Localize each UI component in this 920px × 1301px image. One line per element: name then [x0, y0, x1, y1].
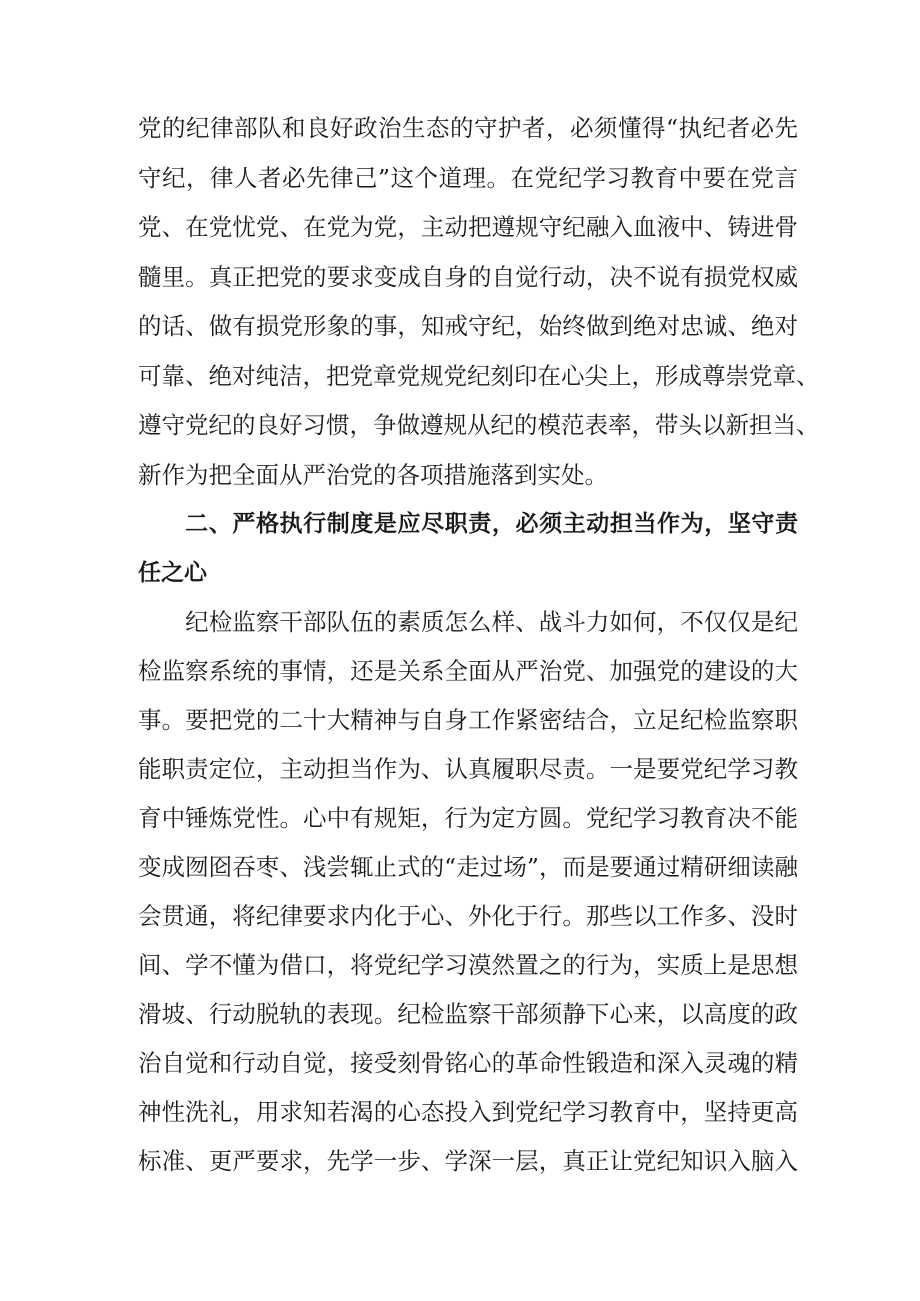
paragraph-2-line: 神性洗礼，用求知若渴的心态投入到党纪学习教育中，坚持更高: [138, 1098, 798, 1126]
section-heading: 任之心: [138, 560, 207, 586]
paragraph-2-line: 检监察系统的事情，还是关系全面从严治党、加强党的建设的大: [138, 657, 798, 685]
section-heading: 二、严格执行制度是应尽职责，必须主动担当作为，坚守责: [138, 511, 798, 537]
paragraph-2-line: 滑坡、行动脱轨的表现。纪检监察干部须静下心来，以高度的政: [138, 1000, 798, 1028]
paragraph-1-line: 可靠、绝对纯洁，把党章党规党纪刻印在心尖上，形成尊崇党章、: [138, 362, 820, 390]
paragraph-2-line: 变成囫囵吞枣、浅尝辄止式的“走过场”，而是要通过精研细读融: [138, 853, 798, 881]
paragraph-2-line: 育中锤炼党性。心中有规矩，行为定方圆。党纪学习教育决不能: [138, 804, 798, 832]
paragraph-2-line: 间、学不懂为借口，将党纪学习漠然置之的行为，实质上是思想: [138, 951, 798, 979]
paragraph-1-line: 党的纪律部队和良好政治生态的守护者，必须懂得“执纪者必先: [138, 114, 798, 142]
paragraph-2-line: 会贯通，将纪律要求内化于心、外化于行。那些以工作多、没时: [138, 902, 798, 930]
paragraph-1-line: 新作为把全面从严治党的各项措施落到实处。: [138, 461, 608, 489]
paragraph-1-line: 党、在党忧党、在党为党，主动把遵规守纪融入血液中、铸进骨: [138, 213, 798, 241]
paragraph-2-line: 能职责定位，主动担当作为、认真履职尽责。一是要党纪学习教: [138, 755, 798, 783]
paragraph-2-line: 标准、更严要求，先学一步、学深一层，真正让党纪知识入脑入: [138, 1147, 798, 1175]
paragraph-2-line: 治自觉和行动自觉，接受刻骨铭心的革命性锻造和深入灵魂的精: [138, 1049, 798, 1077]
paragraph-1-line: 髓里。真正把党的要求变成自身的自觉行动，决不说有损党权威: [138, 263, 798, 291]
paragraph-1-line: 的话、做有损党形象的事，知戒守纪，始终做到绝对忠诚、绝对: [138, 312, 798, 340]
paragraph-1-line: 守纪，律人者必先律己”这个道理。在党纪学习教育中要在党言: [138, 164, 798, 192]
paragraph-1-line: 遵守党纪的良好习惯，争做遵规从纪的模范表率，带头以新担当、: [138, 411, 820, 439]
paragraph-2-line: 事。要把党的二十大精神与自身工作紧密结合，立足纪检监察职: [138, 706, 798, 734]
paragraph-2-line: 纪检监察干部队伍的素质怎么样、战斗力如何，不仅仅是纪: [138, 608, 798, 636]
